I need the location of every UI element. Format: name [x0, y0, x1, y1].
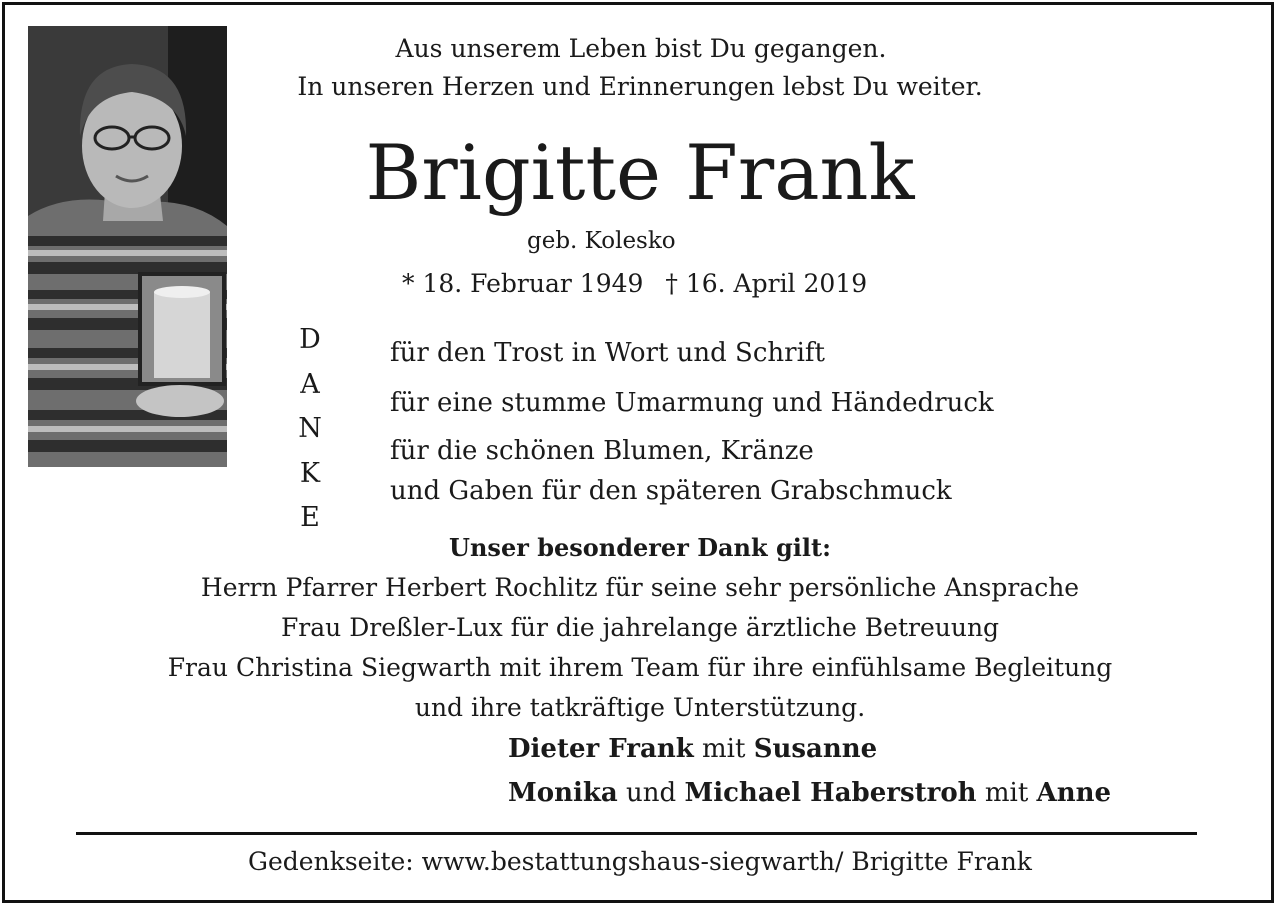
- acknowledgement-line: Frau Christina Siegwarth mit ihrem Team für ihre einfühlsame Begleitung: [167, 653, 1113, 682]
- divider-rule: [76, 832, 1197, 835]
- death-date: † 16. April 2019: [665, 269, 868, 298]
- signature-name: Anne: [1036, 778, 1112, 808]
- signature-name: Michael Haberstroh: [684, 778, 977, 808]
- signature-name: Susanne: [753, 734, 878, 764]
- danke-letter: K: [299, 457, 321, 489]
- thanks-line: für den Trost in Wort und Schrift: [390, 338, 825, 368]
- danke-letter: D: [299, 324, 321, 355]
- motto: [0, 30, 1280, 106]
- special-thanks-heading: Unser besonderer Dank gilt:: [449, 533, 831, 562]
- thanks-line: für eine stumme Umarmung und Händedruck: [390, 388, 994, 418]
- acknowledgement-line: und ihre tatkräftige Unterstützung.: [414, 693, 866, 722]
- thanks-line: für die schönen Blumen, Kränze: [390, 436, 814, 466]
- motto-line-2: In unseren Herzen und Erinnerungen lebst Du weiter.: [297, 72, 983, 101]
- deceased-name: Brigitte Frank: [365, 128, 915, 217]
- memorial-page-link: Gedenkseite: www.bestattungshaus-siegwarth/ Brigitte Frank: [248, 847, 1032, 876]
- signature-line-2: [508, 778, 1111, 808]
- signature-joiner: und: [617, 778, 685, 808]
- signature-line-1: [508, 734, 877, 764]
- signature-joiner: mit: [693, 734, 754, 764]
- danke-letter: N: [298, 413, 322, 444]
- acknowledgement-line: Herrn Pfarrer Herbert Rochlitz für seine sehr persönliche Ansprache: [200, 573, 1080, 602]
- danke-letter: E: [300, 502, 320, 533]
- danke-letter: A: [300, 368, 320, 400]
- signature-joiner: mit: [976, 778, 1037, 808]
- motto-line-1: Aus unserem Leben bist Du gegangen.: [395, 34, 887, 63]
- thanks-line: und Gaben für den späteren Grabschmuck: [390, 476, 952, 506]
- life-dates: [402, 268, 867, 300]
- acknowledgement-line: Frau Dreßler-Lux für die jahrelange ärztliche Betreuung: [280, 613, 1000, 642]
- signature-name: Monika: [508, 778, 618, 808]
- maiden-name: geb. Kolesko: [527, 228, 676, 254]
- signature-name: Dieter Frank: [508, 734, 694, 764]
- danke-vertical: [292, 318, 328, 541]
- birth-date: * 18. Februar 1949: [402, 269, 644, 298]
